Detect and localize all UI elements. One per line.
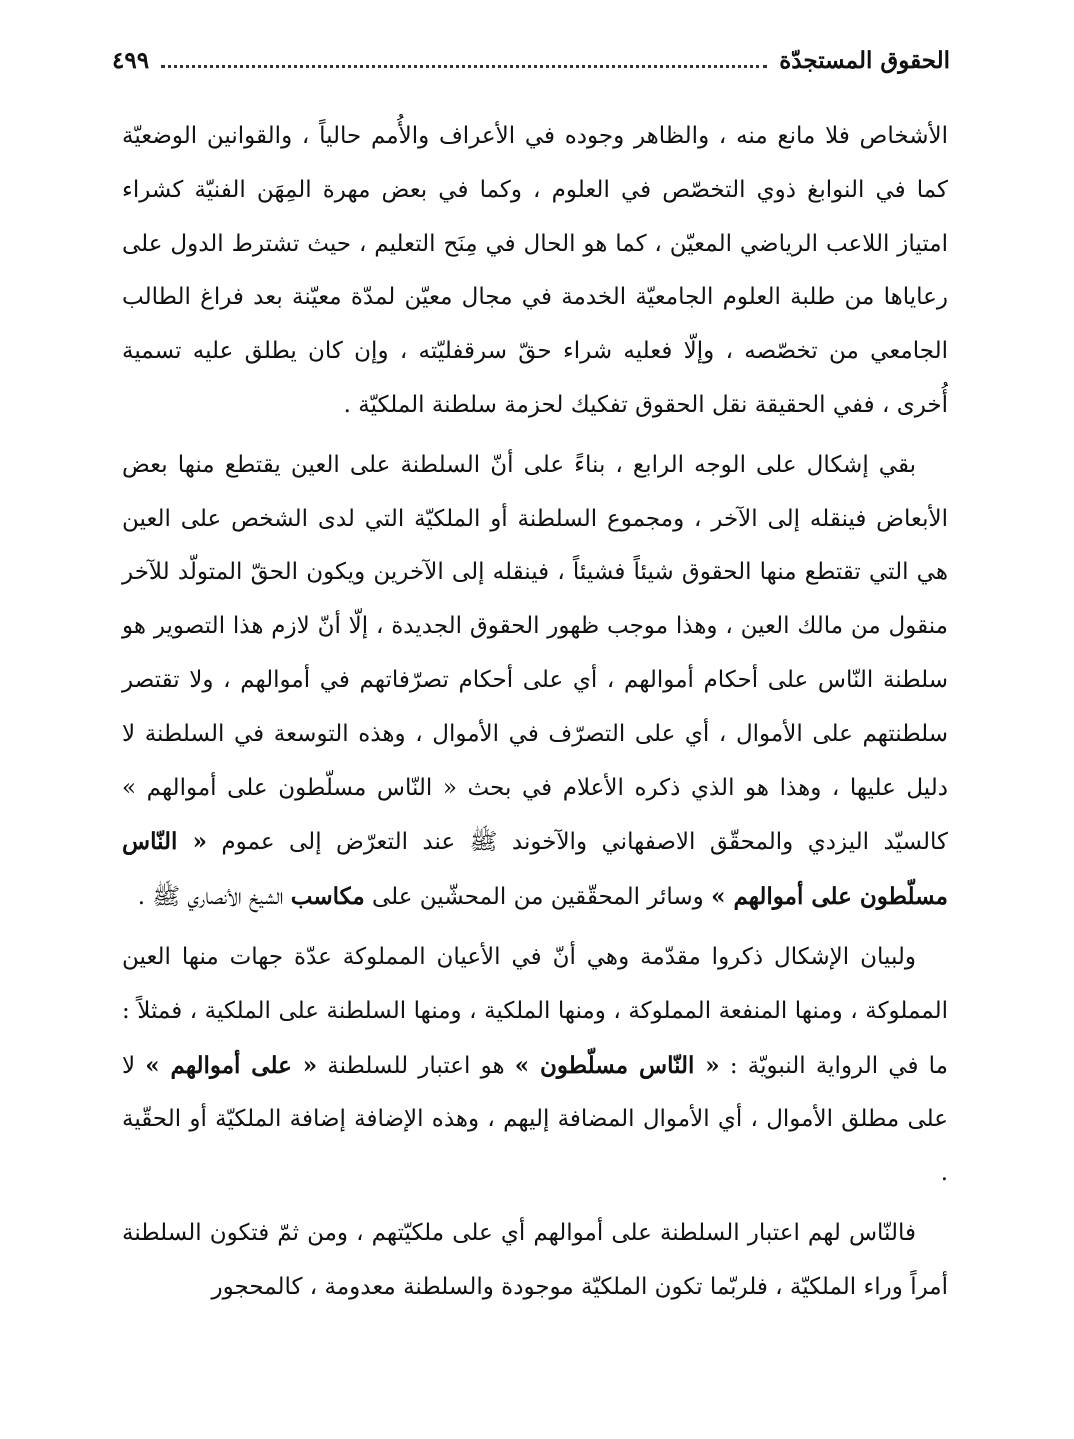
body-text (122, 110, 948, 1321)
bold-text: مكاسب (290, 883, 365, 911)
bold-text: « النّاس مسلّطون على أموالهم » (122, 828, 948, 911)
bold-text: « النّاس مسلّطون » (514, 1051, 720, 1079)
text-run: هو اعتبار للسلطنة (317, 1052, 515, 1079)
chapter-title: الحقوق المستجدّة (779, 46, 950, 74)
paragraph (122, 110, 948, 433)
page-number: ٤٩٩ (112, 46, 150, 74)
leader-dots (161, 65, 767, 68)
text-run: ولبيان الإشكال ذكروا مقدّمة وهي أنّ في الأعيان المملوكة عدّة جهات منها العين المملوكة ، ومنها المنفعة المملوكة ، ومنها الملكية ، ومنها السلطنة على الملكية ، فمثلاً : ما في الرواية النبويّة : (122, 943, 949, 1079)
bold-text: « على أموالهم » (145, 1051, 318, 1079)
text-run: فالنّاس لهم اعتبار السلطنة على أموالهم أي على ملكيّتهم ، ومن ثمّ فتكون السلطنة أمراً وراء الملكيّة ، فلربّما تكون الملكيّة موجودة والسلطنة معدومة ، كالمحجور (122, 1219, 948, 1300)
text-run: الأشخاص فلا مانع منه ، والظاهر وجوده في الأعراف والأُمم حالياً ، والقوانين الوضعيّة كما في النوابغ ذوي التخصّص في العلوم ، وكما في بعض مهرة المِهَن الفنيّة كشراء امتياز اللاعب الرياضي المعيّن ، كما هو الحال في مِنَح التعليم ، حيث تشترط الدول على رعاياها من طلبة العلوم الجامعيّة الخدمة في مجال معيّن لمدّة معيّنة بعد فراغ الطالب الجامعي من تخصّصه ، وإلّا فعليه شراء حقّ سرقفليّته ، وإن كان يطلق عليه تسمية أُخرى ، ففي الحقيقة نقل الحقوق تفكيك لحزمة سلطنة الملكيّة . (122, 123, 948, 418)
running-header (112, 40, 950, 80)
text-run: بقي إشكال على الوجه الرابع ، بناءً على أنّ السلطنة على العين يقتطع منها بعض الأبعاض فينقله إلى الآخر ، ومجموع السلطنة أو الملكيّة التي لدى الشخص على العين هي التي تقتطع منها الحقوق شيئاً فشيئاً ، فينقله إلى الآخرين ويكون الحقّ المتولّد للآخر منقول من مالك العين ، وهذا موجب ظهور الحقوق الجديدة ، إلّا أنّ لازم هذا التصوير هو سلطنة النّاس على أحكام أموالهم ، أي على أحكام تصرّفاتهم في أموالهم ، ولا تقتصر سلطنتهم على الأموال ، أي على التصرّف في الأموال ، وهذه التوسعة في السلطنة لا دليل عليها ، وهذا هو الذي ذكره الأعلام في بحث « النّاس مسلّطون على أموالهم » كالسيّد اليزدي والمحقّق الاصفهاني والآخوند ﷺ عند التعرّض إلى عموم (122, 451, 948, 856)
text-run: لا على مطلق الأموال ، أي الأموال المضافة إليهم ، وهذه الإضافة إضافة الملكيّة أو الحقّية . (122, 1052, 948, 1187)
text-run: الشيخ الأنصاري ﷺ . (137, 884, 291, 911)
paragraph (122, 439, 948, 925)
paragraph (122, 1207, 948, 1315)
text-run: وسائر المحقّقين من المحشّين على (364, 884, 712, 911)
paragraph (122, 931, 948, 1201)
